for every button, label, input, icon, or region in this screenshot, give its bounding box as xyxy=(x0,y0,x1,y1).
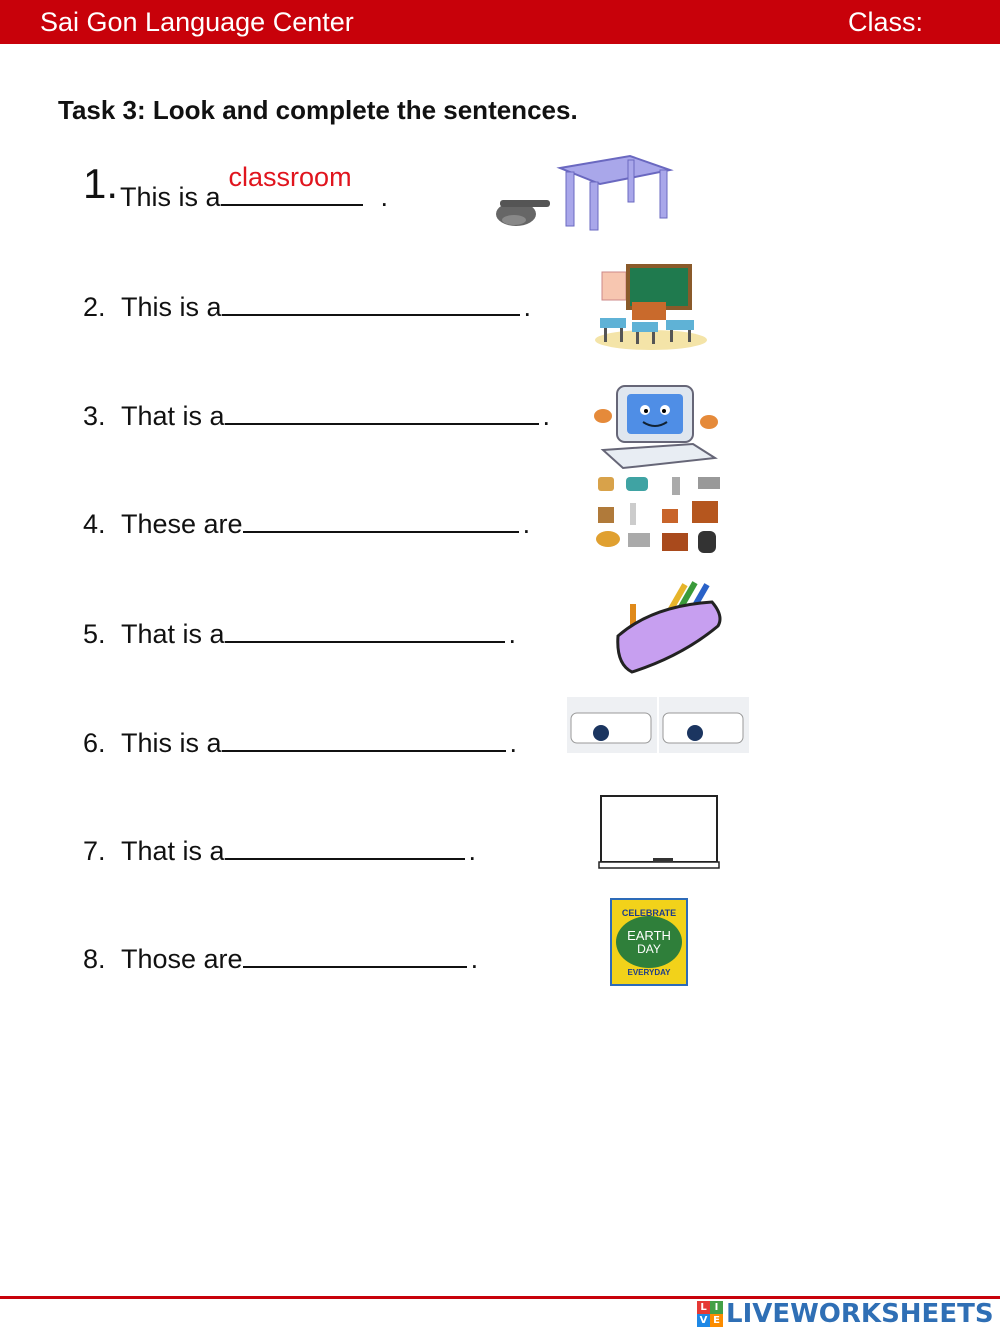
item-prefix: This is a xyxy=(121,292,222,322)
poster-text: DAY xyxy=(637,942,661,956)
brand-name: LIVEWORKSHEETS xyxy=(726,1299,994,1329)
chairs-picture xyxy=(592,473,730,559)
answer-blank[interactable] xyxy=(222,724,506,752)
item-8: 8. Those are . xyxy=(83,940,478,975)
item-5: 5. That is a . xyxy=(83,615,516,650)
liveworksheets-logo[interactable] xyxy=(697,1298,994,1330)
item-number: 7. xyxy=(83,836,106,866)
item-number: 2. xyxy=(83,292,106,322)
item-number: 5. xyxy=(83,619,106,649)
pointing-hand-icon xyxy=(496,200,550,226)
answer-blank[interactable] xyxy=(243,505,519,533)
header-bar xyxy=(0,0,1000,44)
item-prefix: Those are xyxy=(121,944,243,974)
item-prefix: These are xyxy=(121,509,243,539)
item-number: 4. xyxy=(83,509,106,539)
item-4: 4. These are . xyxy=(83,505,530,540)
pencil-case-picture xyxy=(612,576,727,676)
item-1: This is a classroom . xyxy=(120,162,389,212)
item-prefix: That is a xyxy=(121,619,225,649)
projectors-picture xyxy=(567,697,749,753)
answer-blank[interactable] xyxy=(222,288,520,316)
item-prefix: This is a xyxy=(120,182,221,212)
answer-blank[interactable] xyxy=(243,940,467,968)
answer-blank[interactable] xyxy=(225,615,505,643)
classroom-picture xyxy=(592,262,710,350)
item-number: 6. xyxy=(83,728,106,758)
item-number: 3. xyxy=(83,401,106,431)
poster-text: EVERYDAY xyxy=(627,968,671,977)
poster-text: CELEBRATE xyxy=(621,908,677,918)
item-3: 3. That is a . xyxy=(83,397,550,432)
item-number: 8. xyxy=(83,944,106,974)
item-7: 7. That is a . xyxy=(83,832,476,867)
item-prefix: That is a xyxy=(121,401,225,431)
answer-blank[interactable] xyxy=(225,832,465,860)
table-picture xyxy=(490,148,675,234)
center-name: Sai Gon Language Center xyxy=(40,7,354,37)
item-number: 1. xyxy=(83,160,119,207)
logo-mark-icon: L I V E xyxy=(697,1301,723,1327)
whiteboard-picture xyxy=(597,792,721,872)
task-title: Task 3: Look and complete the sentences. xyxy=(58,95,578,125)
computer-picture xyxy=(593,380,721,475)
item-prefix: That is a xyxy=(121,836,225,866)
answer-text: classroom xyxy=(228,162,352,192)
class-label: Class: xyxy=(848,7,924,37)
earth-day-poster xyxy=(610,898,688,986)
item-prefix: This is a xyxy=(121,728,222,758)
item-6: 6. This is a . xyxy=(83,724,517,759)
poster-text: EARTH xyxy=(627,928,671,943)
item-2: 2. This is a . xyxy=(83,288,531,323)
answer-blank[interactable] xyxy=(225,397,539,425)
answer-blank[interactable] xyxy=(221,162,363,206)
